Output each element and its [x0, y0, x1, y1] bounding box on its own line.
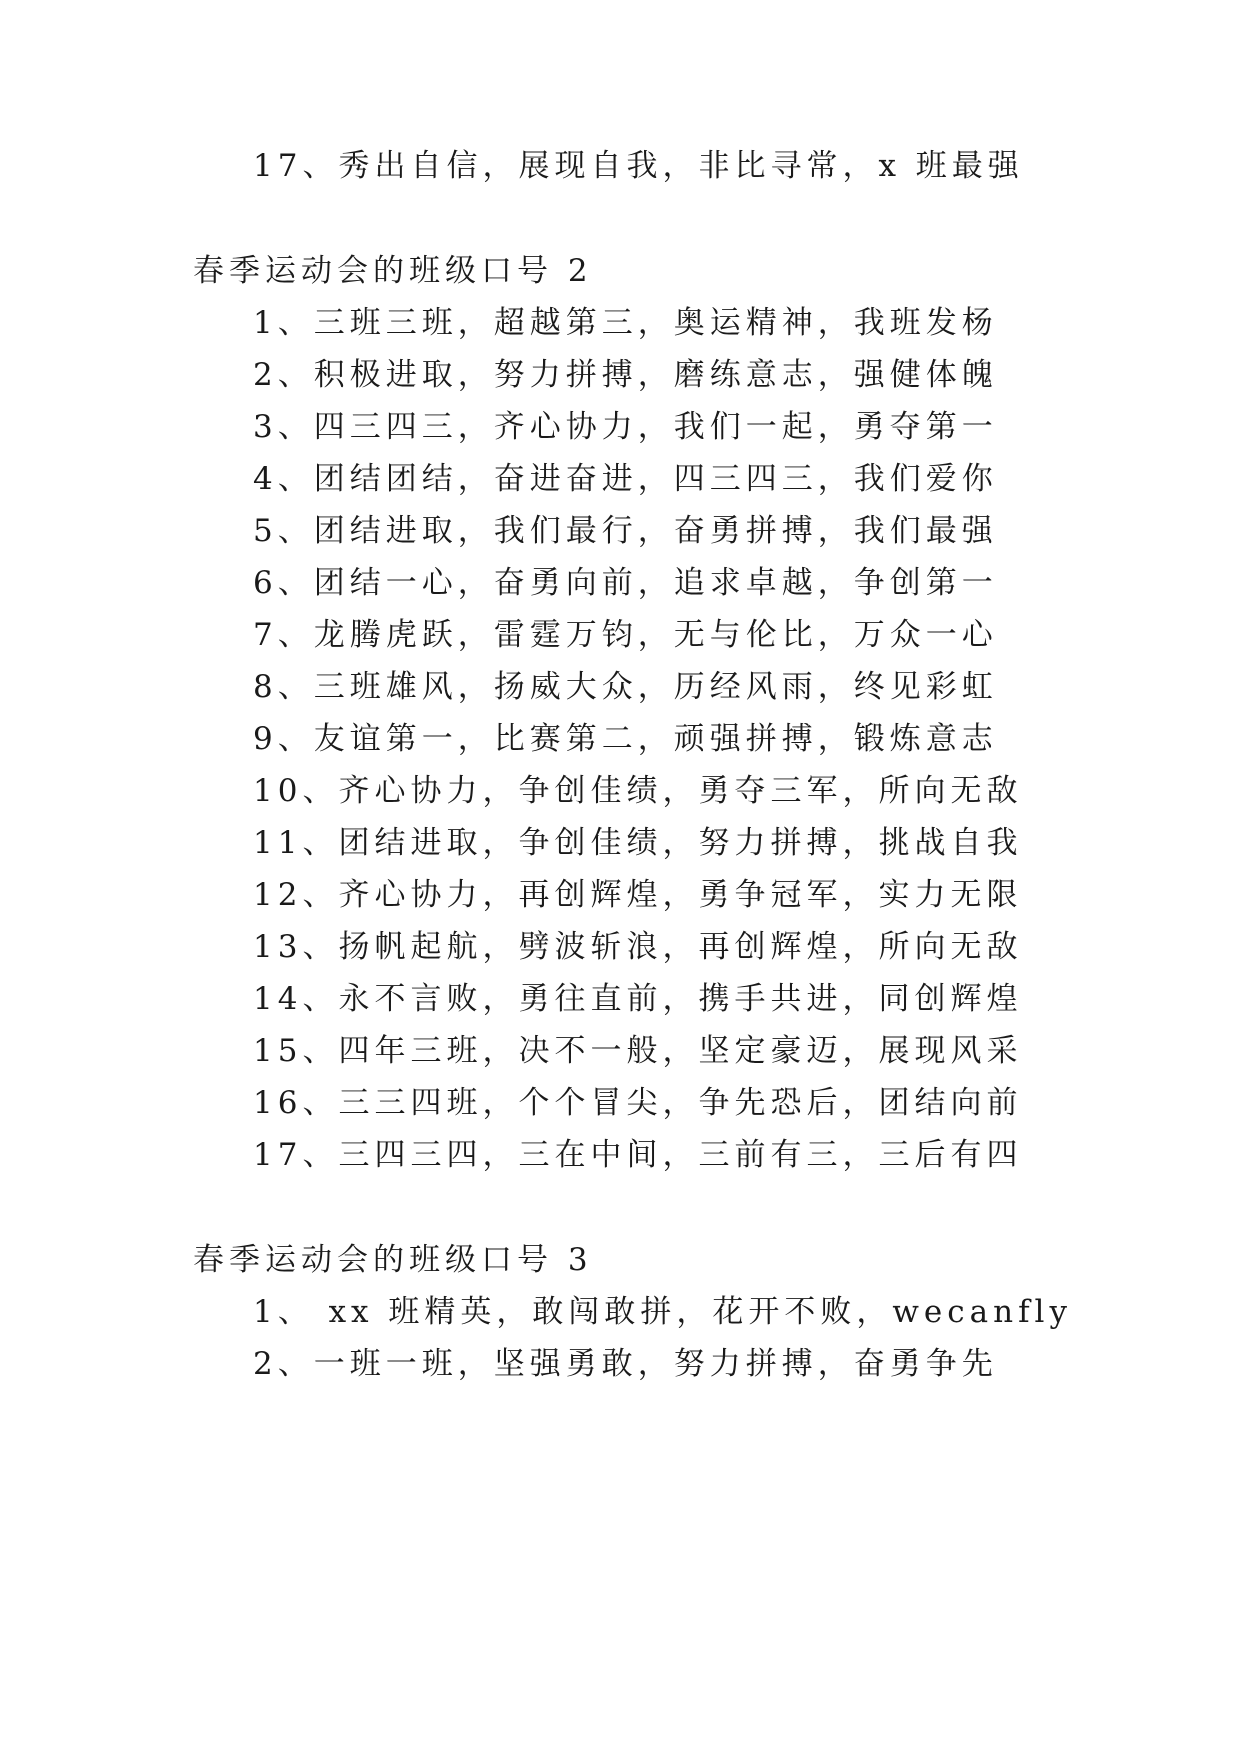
slogan-item: 2、积极进取，努力拼搏，磨练意志，强健体魄	[253, 357, 998, 393]
slogan-item: 12、齐心协力，再创辉煌，勇争冠军，实力无限	[253, 877, 1023, 913]
slogan-item: 16、三三四班，个个冒尖，争先恐后，团结向前	[253, 1085, 1023, 1121]
slogan-item: 5、团结进取，我们最行，奋勇拼搏，我们最强	[253, 513, 998, 549]
slogan-item: 13、扬帆起航，劈波斩浪，再创辉煌，所向无敌	[253, 929, 1023, 965]
slogan-item: 7、龙腾虎跃，雷霆万钧，无与伦比，万众一心	[253, 617, 998, 653]
section-heading: 春季运动会的班级口号 3	[193, 1242, 593, 1278]
slogan-item: 11、团结进取，争创佳绩，努力拼搏，挑战自我	[253, 825, 1023, 861]
slogan-item: 4、团结团结，奋进奋进，四三四三，我们爱你	[253, 461, 998, 497]
slogan-item: 14、永不言败，勇往直前，携手共进，同创辉煌	[253, 981, 1023, 1017]
slogan-item: 1、三班三班，超越第三，奥运精神，我班发杨	[253, 305, 998, 341]
slogan-item: 10、齐心协力，争创佳绩，勇夺三军，所向无敌	[253, 773, 1023, 809]
slogan-item: 17、三四三四，三在中间，三前有三，三后有四	[253, 1137, 1023, 1173]
slogan-item: 6、团结一心，奋勇向前，追求卓越，争创第一	[253, 565, 998, 601]
slogan-item: 17、秀出自信，展现自我，非比寻常，x 班最强	[253, 148, 1024, 184]
slogan-item: 8、三班雄风，扬威大众，历经风雨，终见彩虹	[253, 669, 998, 705]
section-heading: 春季运动会的班级口号 2	[193, 253, 593, 289]
slogan-item: 3、四三四三，齐心协力，我们一起，勇夺第一	[253, 409, 998, 445]
slogan-item: 1、 xx 班精英，敢闯敢拼，花开不败，wecanfly	[253, 1294, 1072, 1330]
slogan-item: 9、友谊第一，比赛第二，顽强拼搏，锻炼意志	[253, 721, 998, 757]
slogan-item: 15、四年三班，决不一般，坚定豪迈，展现风采	[253, 1033, 1023, 1069]
slogan-item: 2、一班一班，坚强勇敢，努力拼搏，奋勇争先	[253, 1346, 998, 1382]
